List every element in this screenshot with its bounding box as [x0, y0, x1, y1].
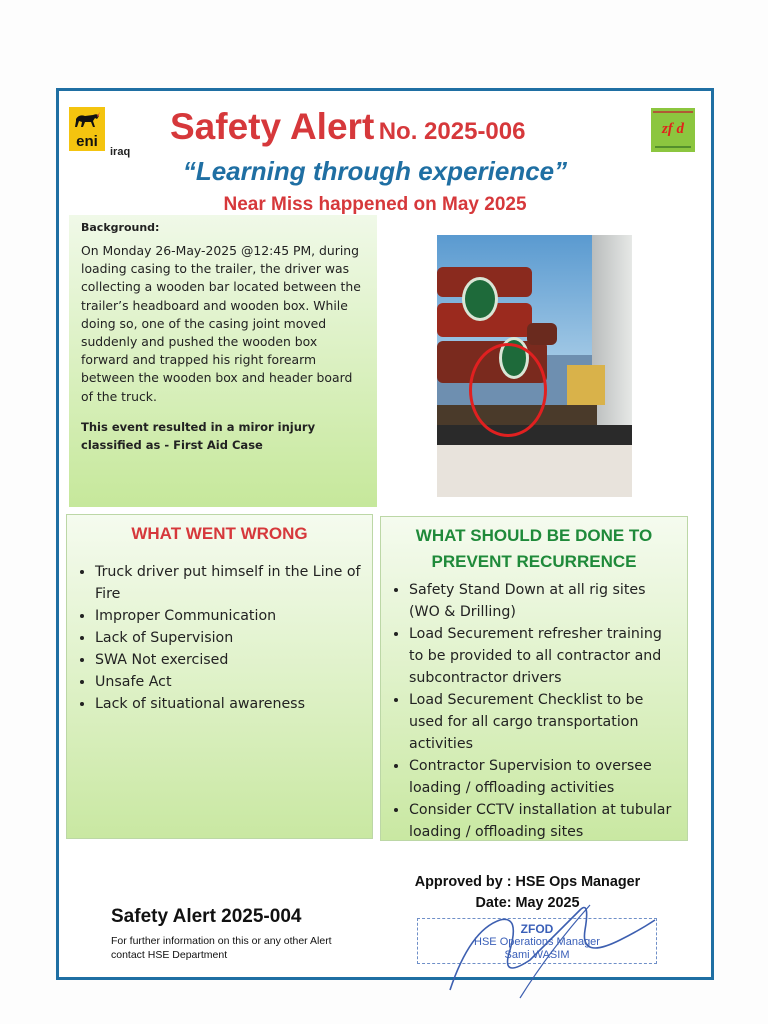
stamp-name: Sami WASIM [504, 949, 570, 961]
photo-ground [437, 445, 632, 497]
list-item: • Unsafe Act [95, 671, 365, 693]
approved-by: Approved by : HSE Ops Manager [414, 874, 641, 890]
photo-deck [437, 425, 632, 445]
near-miss-date: Near Miss happened on May 2025 [223, 194, 527, 215]
zfod-logo [651, 108, 695, 152]
photo-pipe [527, 323, 557, 345]
list-item: • Lack of Supervision [95, 627, 365, 649]
what-went-wrong-box [66, 514, 373, 839]
eni-logo-text: eni [76, 133, 98, 150]
zfod-logo-text: zf d [661, 121, 685, 137]
stamp-org: ZFOD [520, 922, 554, 936]
list-item: • Safety Stand Down at all rig sites (WO & Drilling) [409, 579, 679, 623]
approval-date: Date: May 2025 [475, 895, 580, 911]
incident-photo [437, 235, 632, 497]
background-text: On Monday 26-May-2025 @12:45 PM, during loading casing to the trailer, the driver was collecting a wooden bar located between the trailer’s headboard and wooden box. While doing so, one of the casing joint moved suddenly and pushed the wooden box forward and trapped his right forearm between the wooden box and header board of the truck. [81, 243, 361, 404]
photo-wooden-box [567, 365, 605, 405]
list-item: • Lack of situational awareness [95, 693, 365, 715]
safety-alert-reference: Safety Alert 2025-004 [111, 906, 302, 927]
title-main: Safety Alert [170, 106, 375, 147]
photo-red-circle-mark [469, 343, 547, 437]
prevent-recurrence-box [380, 516, 688, 841]
zfod-logo-subline [655, 146, 691, 148]
stamp-title: HSE Operations Manager [474, 936, 600, 948]
eni-logo [69, 107, 105, 151]
list-item: • Consider CCTV installation at tubular loading / offloading sites [409, 799, 679, 843]
background-box [69, 215, 377, 507]
what-went-wrong-heading: WHAT WENT WRONG [131, 524, 308, 543]
prevent-recurrence-heading: WHAT SHOULD BE DONE TO PREVENT RECURRENCE [415, 526, 653, 571]
title-number: No. 2025-006 [378, 118, 526, 145]
list-item: • Improper Communication [95, 605, 365, 627]
tagline: “Learning through experience” [182, 156, 568, 186]
what-went-wrong-list [77, 561, 365, 715]
prevent-recurrence-list [391, 579, 679, 843]
approval-block [400, 872, 655, 914]
background-label: Background: [81, 221, 160, 234]
photo-pipe-cap [462, 277, 498, 321]
list-item: • Contractor Supervision to oversee loading / offloading activities [409, 755, 679, 799]
list-item: • SWA Not exercised [95, 649, 365, 671]
contact-note: For further information on this or any other Alert contact HSE Department [111, 935, 332, 961]
list-item: • Load Securement Checklist to be used for all cargo transportation activities [409, 689, 679, 755]
page-title [170, 106, 610, 148]
eni-sub-text: iraq [110, 146, 131, 158]
list-item: • Truck driver put himself in the Line of Fire [95, 561, 365, 605]
approval-stamp [417, 918, 657, 964]
zfod-logo-arabic-line [653, 111, 693, 113]
background-result: This event resulted in a miror injury classified as - First Aid Case [81, 419, 316, 452]
list-item: • Load Securement refresher training to be provided to all contractor and subcontractor drivers [409, 623, 679, 689]
six-legged-dog-icon [73, 111, 101, 129]
